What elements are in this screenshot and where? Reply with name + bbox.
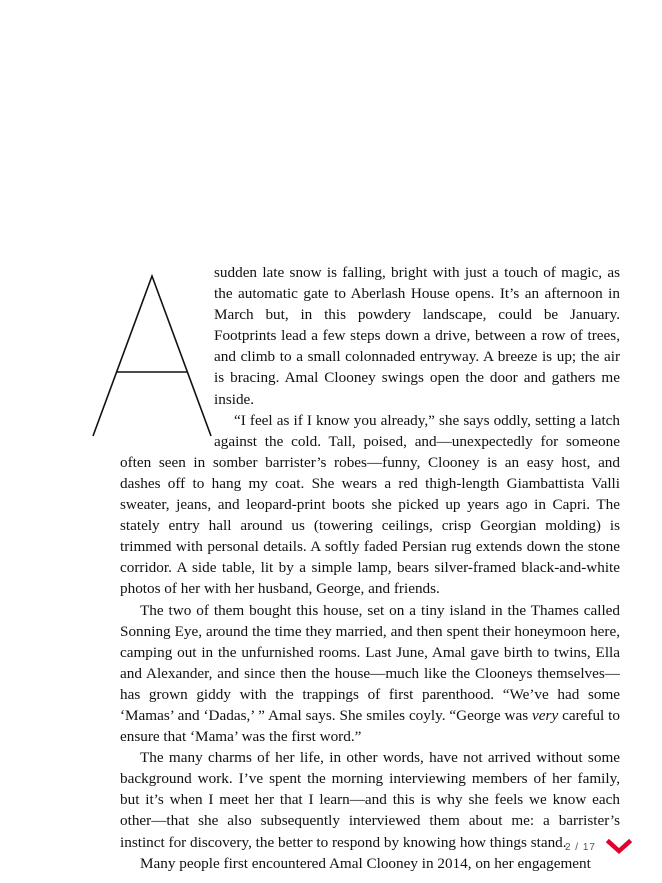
page-pager [565, 839, 632, 855]
paragraph-4: The many charms of her life, in other words, have not arrived without some background work. I’ve spent the morning interviewing members of her family, but it’s when I meet her that I learn—and this is why she feels we know each other—that she also subsequently interviewed them about me: a barrister’s instinct for discovery, the better to respond by knowing how things stand. [120, 749, 620, 851]
page-indicator: 2 / 17 [564, 841, 596, 853]
drop-cap-a-glyph [90, 268, 214, 438]
paragraph-2: “I feel as if I know you already,” she says oddly, setting a latch against the cold. Tall, poised, and—unexpectedly for someone often seen in somber barrister’s robes—funny, Clooney is an easy host, and dashes off to hang my coat. She wears a red thigh-length Giambattista Valli sweater, jeans, and leopard-print boots she picked up years ago in Capri. The stately entry hall around us (towering ceilings, crisp Georgian molding) is trimmed with personal details. A softly faded Persian rug extends down the stone corridor. A side table, lit by a simple lamp, bears silver-framed black-and-white photos of her with her husband, George, and friends. [120, 411, 620, 598]
paragraph-3-emphasis: very [532, 706, 559, 724]
chevron-down-icon[interactable] [606, 839, 632, 855]
paragraph-5: Many people first encountered Amal Clooney in 2014, on her engagement [140, 854, 591, 872]
paragraph-1: sudden late snow is falling, bright with just a touch of magic, as the automatic gate to Aberlash House opens. It’s an afternoon in March but, in this powdery landscape, could be January. Footprints lead a few steps down a drive, between a row of trees, and climb to a small colonnaded entryway. A breeze is up; the air is bracing. Amal Clooney swings open the door and gathers me inside. [214, 264, 620, 408]
paragraph-3-part-a: The two of them bought this house, set on a tiny island in the Thames called Sonning Eye, around the time they married, and then spent their honeymoon here, camping out in the unfurnished rooms. Last June, Amal gave birth to twins, Ella and Alexander, and since then the house—much like the Clooneys themselves—has grown giddy with the trappings of first parenthood. “We’ve had some ‘Mamas’ and ‘Dadas,’ ” Amal says. She smiles coyly. “George was [120, 601, 620, 724]
drop-cap-letter [90, 268, 214, 438]
article-body [120, 262, 620, 874]
paragraph-3 [120, 600, 620, 748]
paragraph-3-part-b: careful to ensure that ‘Mama’ was the first word.” [120, 706, 620, 746]
